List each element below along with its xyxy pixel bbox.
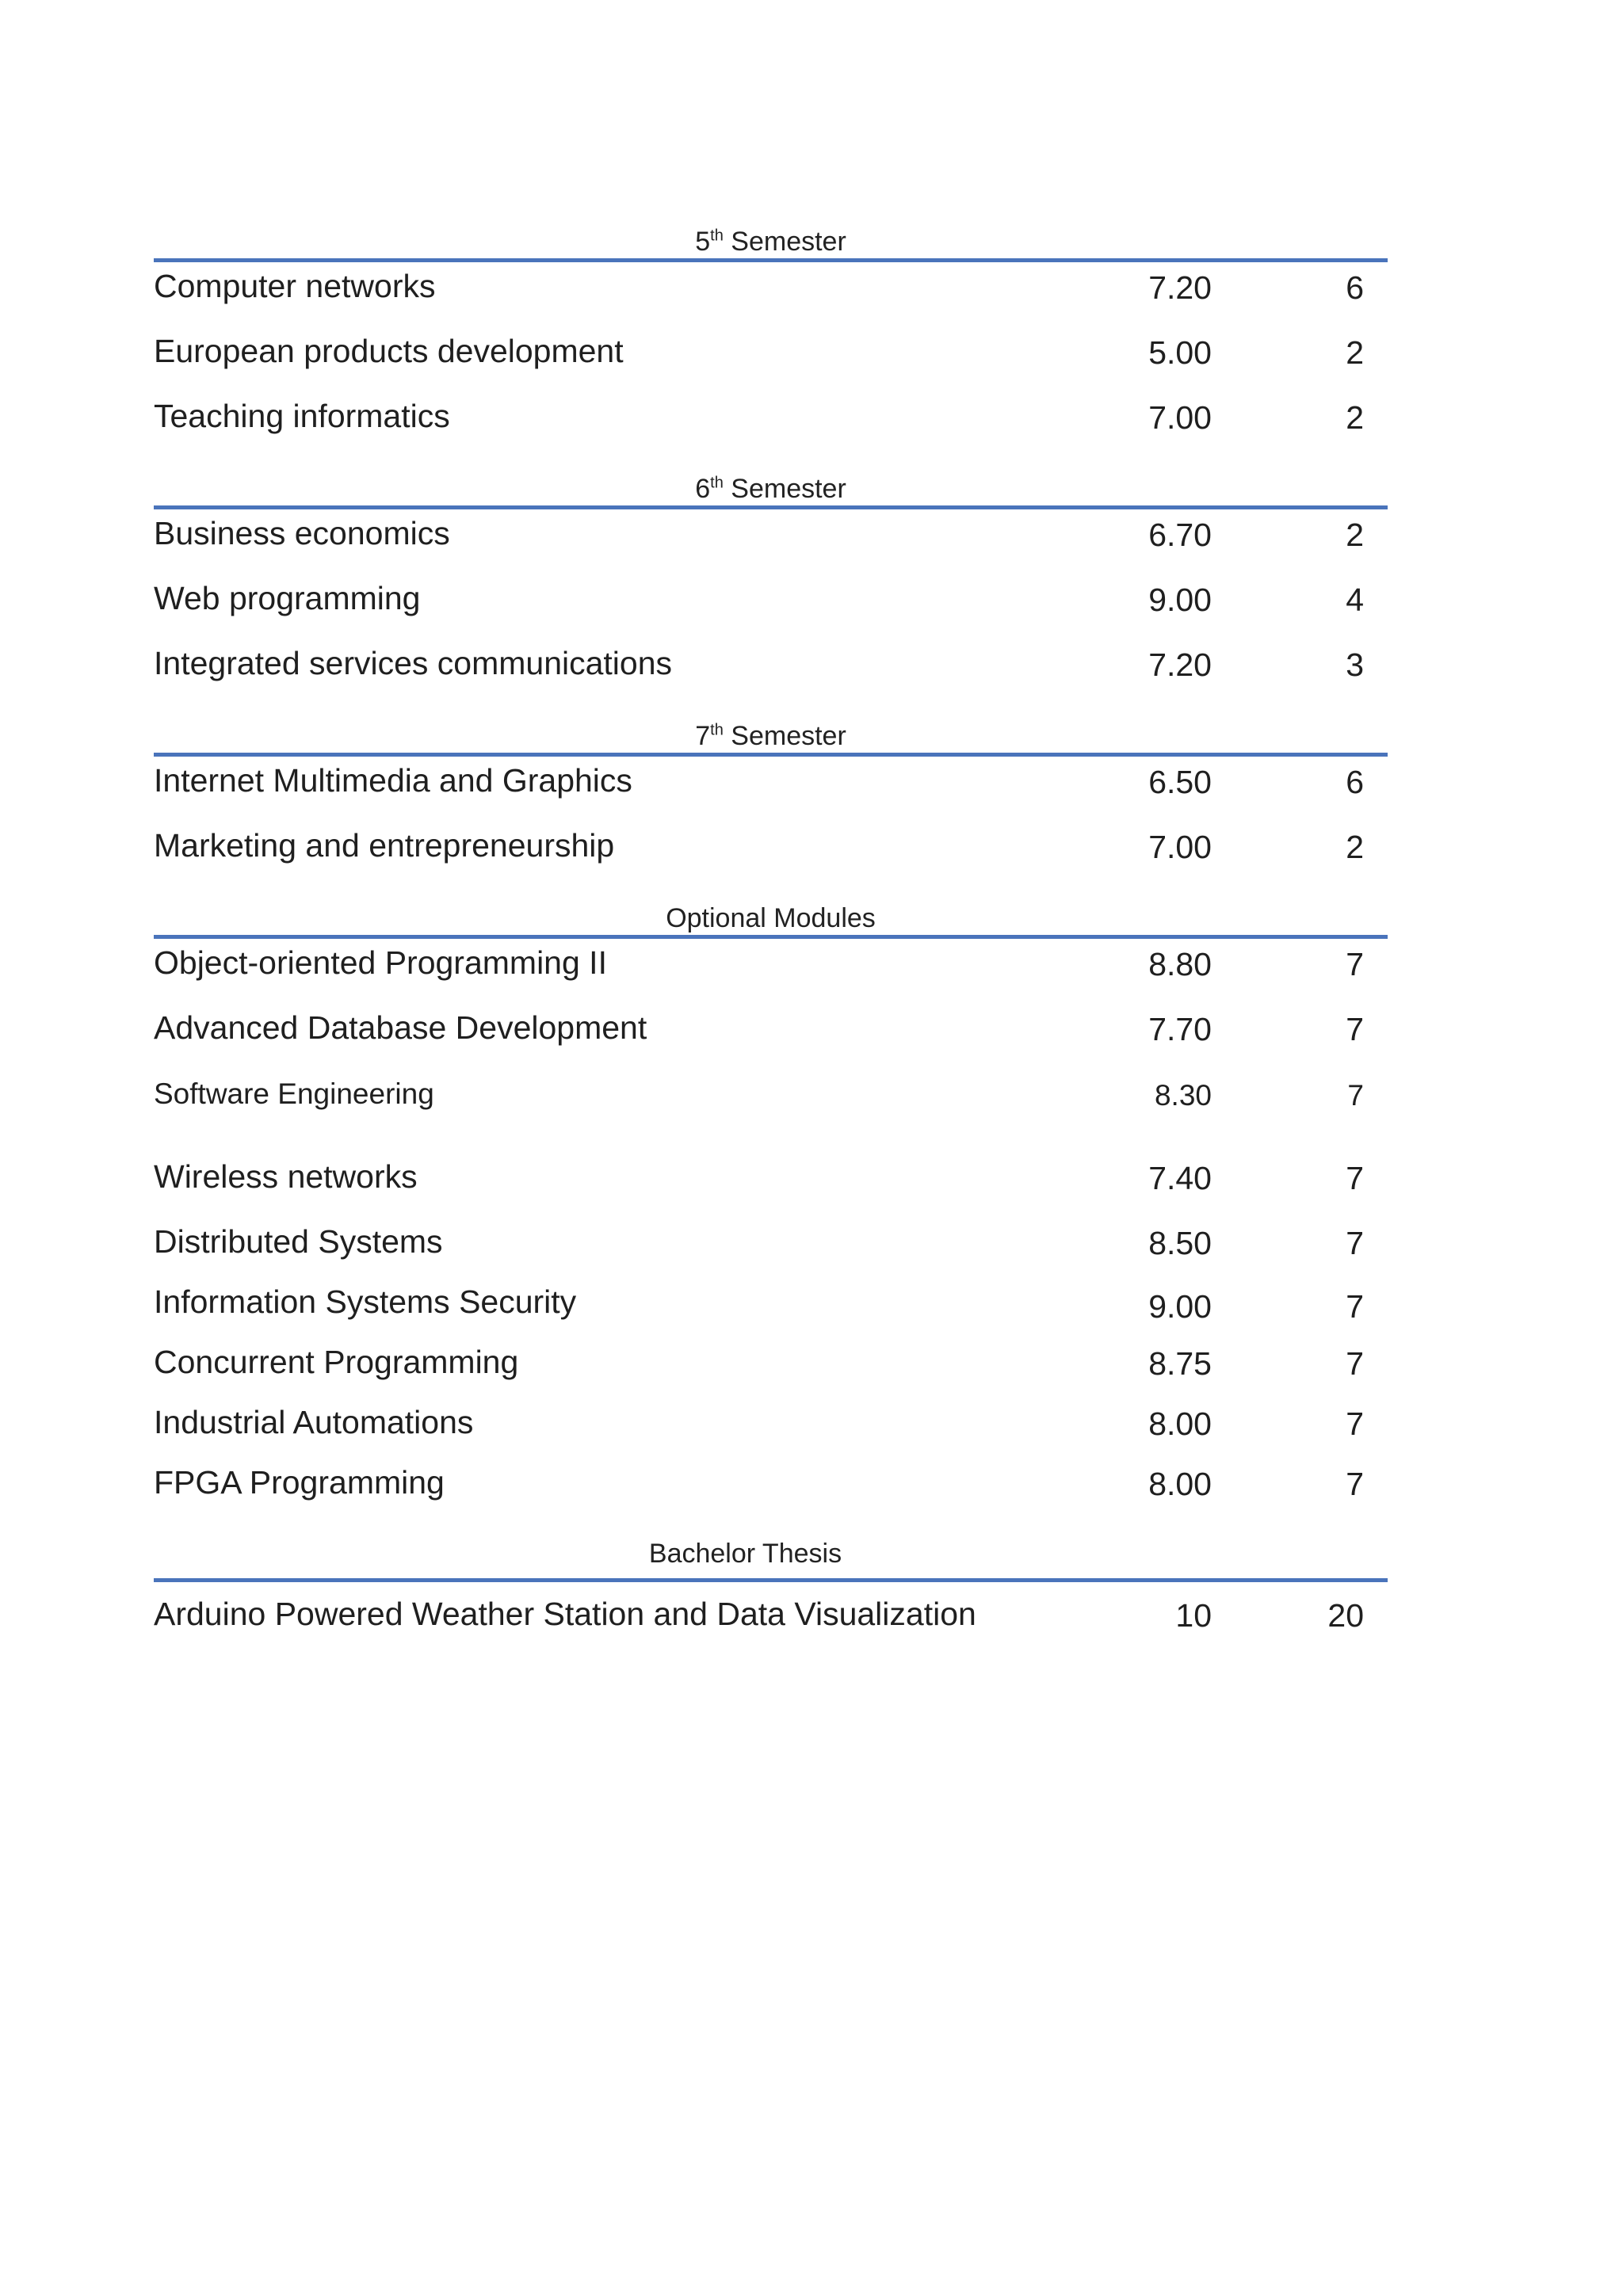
course-credits: 7 bbox=[1346, 1011, 1364, 1047]
course-credits: 7 bbox=[1346, 1160, 1364, 1196]
course-row bbox=[154, 1404, 1388, 1451]
course-name: European products development bbox=[154, 333, 624, 369]
course-row bbox=[154, 1223, 1388, 1271]
course-row bbox=[154, 762, 1388, 810]
course-name: Internet Multimedia and Graphics bbox=[154, 762, 632, 799]
course-name: Concurrent Programming bbox=[154, 1344, 519, 1380]
course-name: Object-oriented Programming II bbox=[154, 944, 607, 981]
course-name: Web programming bbox=[154, 580, 421, 616]
course-name: Arduino Powered Weather Station and Data Visualization bbox=[154, 1596, 976, 1632]
section-divider bbox=[154, 753, 1388, 757]
course-credits: 4 bbox=[1346, 582, 1364, 618]
course-grade: 6.50 bbox=[1148, 764, 1212, 800]
course-credits: 2 bbox=[1346, 399, 1364, 436]
course-credits: 7 bbox=[1346, 1288, 1364, 1325]
section-header bbox=[154, 227, 1388, 257]
course-row bbox=[154, 827, 1388, 875]
course-grade: 7.20 bbox=[1148, 269, 1212, 306]
ordinal-suffix: th bbox=[710, 721, 724, 739]
course-credits: 6 bbox=[1346, 269, 1364, 306]
course-name: Business economics bbox=[154, 515, 450, 551]
course-grade: 7.40 bbox=[1148, 1160, 1212, 1196]
section-title: Semester bbox=[731, 474, 846, 504]
course-grade: 7.00 bbox=[1148, 399, 1212, 436]
course-credits: 7 bbox=[1347, 1079, 1364, 1112]
course-name: Advanced Database Development bbox=[154, 1009, 647, 1046]
course-credits: 20 bbox=[1327, 1597, 1364, 1634]
course-name: Information Systems Security bbox=[154, 1283, 577, 1320]
course-name: Distributed Systems bbox=[154, 1223, 443, 1260]
section-header bbox=[154, 474, 1388, 505]
course-credits: 7 bbox=[1346, 1345, 1364, 1382]
course-grade: 8.80 bbox=[1148, 946, 1212, 982]
course-credits: 2 bbox=[1346, 517, 1364, 553]
section-header bbox=[154, 721, 1388, 752]
course-row bbox=[154, 944, 1388, 992]
section-divider bbox=[154, 935, 1388, 939]
course-grade: 8.00 bbox=[1148, 1466, 1212, 1502]
section-divider bbox=[154, 1578, 1388, 1582]
course-row bbox=[154, 1283, 1388, 1331]
course-credits: 2 bbox=[1346, 829, 1364, 865]
course-row bbox=[154, 645, 1388, 692]
course-row bbox=[154, 1464, 1388, 1512]
section-title: Semester bbox=[731, 227, 846, 257]
semester-number: 7 bbox=[695, 721, 711, 751]
section-divider bbox=[154, 505, 1388, 509]
semester-number: 5 bbox=[695, 227, 711, 257]
course-grade: 10 bbox=[1175, 1597, 1212, 1634]
course-credits: 7 bbox=[1346, 1225, 1364, 1261]
ordinal-suffix: th bbox=[710, 474, 724, 492]
course-credits: 3 bbox=[1346, 646, 1364, 683]
course-row bbox=[154, 1077, 1388, 1125]
course-row bbox=[154, 1158, 1388, 1206]
course-row bbox=[154, 333, 1388, 380]
course-grade: 8.30 bbox=[1154, 1079, 1212, 1112]
course-grade: 8.75 bbox=[1148, 1345, 1212, 1382]
course-grade: 7.00 bbox=[1148, 829, 1212, 865]
course-row bbox=[154, 398, 1388, 445]
section-header bbox=[154, 903, 1388, 934]
course-name: Wireless networks bbox=[154, 1158, 418, 1195]
course-grade: 9.00 bbox=[1148, 582, 1212, 618]
semester-number: 6 bbox=[695, 474, 711, 504]
course-row bbox=[154, 1596, 1388, 1643]
course-row bbox=[154, 580, 1388, 627]
course-name: Computer networks bbox=[154, 268, 436, 304]
course-name: Marketing and entrepreneurship bbox=[154, 827, 615, 864]
course-credits: 7 bbox=[1346, 1466, 1364, 1502]
section-title: Optional Modules bbox=[666, 903, 876, 933]
course-name: Integrated services communications bbox=[154, 645, 673, 681]
course-name: FPGA Programming bbox=[154, 1464, 445, 1501]
course-grade: 9.00 bbox=[1148, 1288, 1212, 1325]
course-credits: 7 bbox=[1346, 946, 1364, 982]
course-row bbox=[154, 1009, 1388, 1057]
course-grade: 7.70 bbox=[1148, 1011, 1212, 1047]
course-grade: 8.00 bbox=[1148, 1405, 1212, 1442]
course-name: Teaching informatics bbox=[154, 398, 450, 434]
course-row bbox=[154, 268, 1388, 315]
section-header bbox=[128, 1539, 1362, 1569]
course-grade: 8.50 bbox=[1148, 1225, 1212, 1261]
course-credits: 7 bbox=[1346, 1405, 1364, 1442]
section-title: Bachelor Thesis bbox=[648, 1539, 842, 1569]
section-title: Semester bbox=[731, 721, 846, 751]
course-row bbox=[154, 1344, 1388, 1391]
course-name: Industrial Automations bbox=[154, 1404, 474, 1440]
course-grade: 5.00 bbox=[1148, 334, 1212, 371]
course-row bbox=[154, 515, 1388, 563]
section-divider bbox=[154, 258, 1388, 262]
course-credits: 2 bbox=[1346, 334, 1364, 371]
course-grade: 7.20 bbox=[1148, 646, 1212, 683]
course-name: Software Engineering bbox=[154, 1077, 434, 1110]
ordinal-suffix: th bbox=[710, 227, 724, 245]
course-credits: 6 bbox=[1346, 764, 1364, 800]
course-grade: 6.70 bbox=[1148, 517, 1212, 553]
